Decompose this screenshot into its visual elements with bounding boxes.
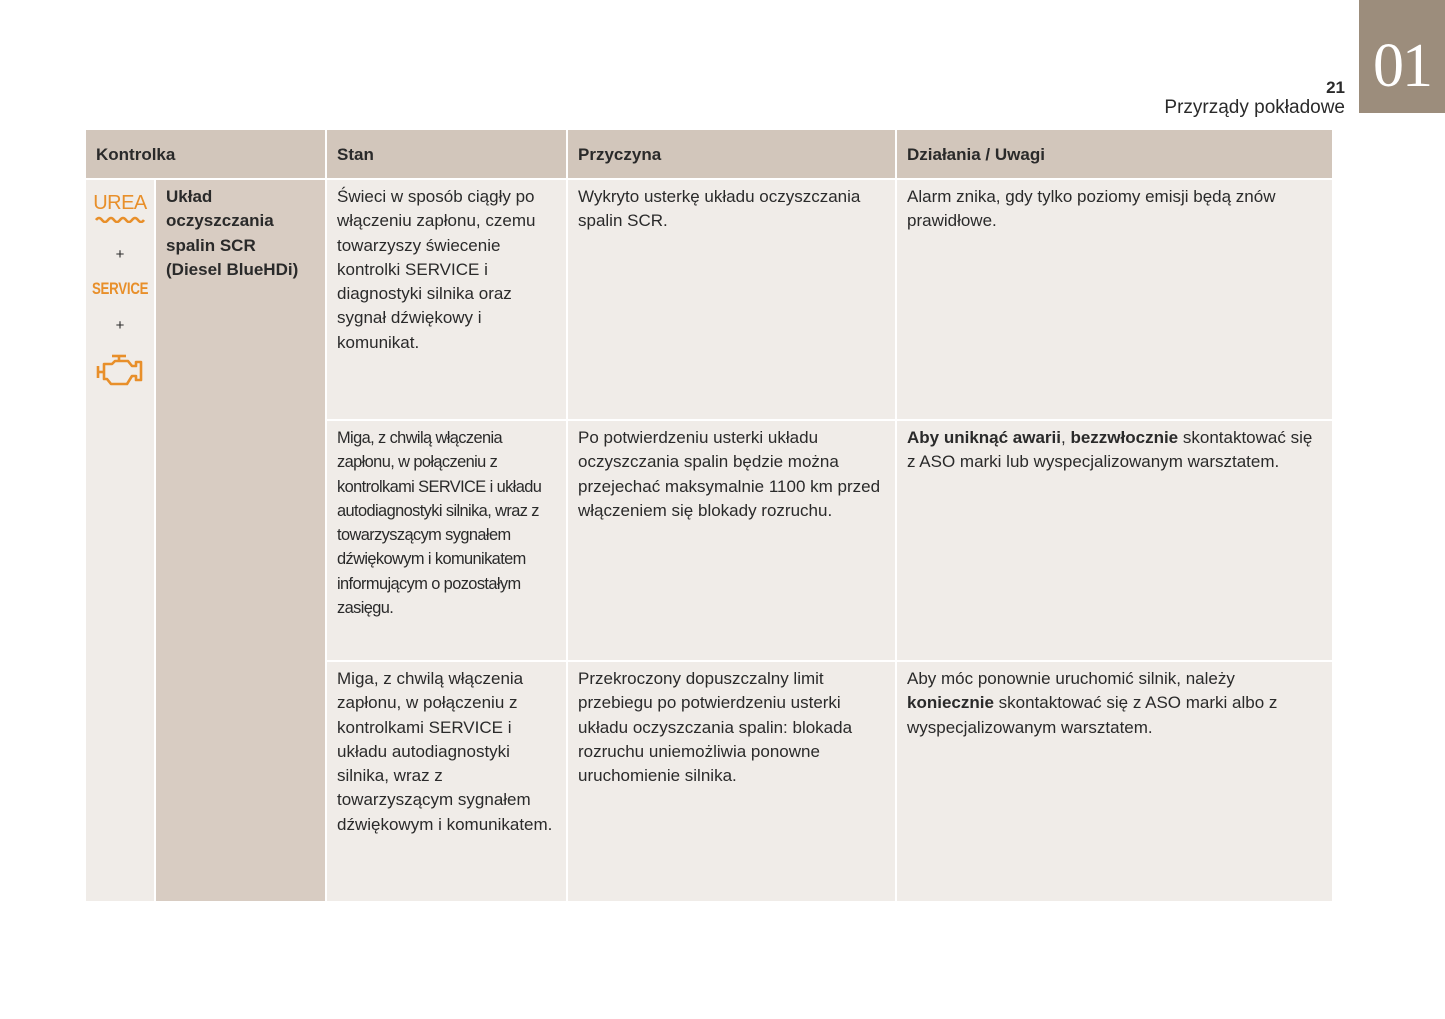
indicator-name: Układ oczyszczania spalin SCR (Diesel BlueHDi) — [166, 187, 299, 279]
urea-icon — [93, 193, 147, 223]
engine-icon — [95, 352, 145, 390]
row-2-stan-text: Miga, z chwilą włączenia zapłonu, w połączeniu z kontrolkami SERVICE i układu autodiagnostyki silnika, wraz z towarzyszącym sygnałem dźwiękowym i komunikatem informującym o pozostałym zasięgu. — [337, 429, 542, 618]
row-3-stan-text: Miga, z chwilą włączenia zapłonu, w połączeniu z kontrolkami SERVICE i układu autodiagnostyki silnika, wraz z towarzyszącym sygnałem dźwiękowym i komunikatem. — [337, 669, 553, 834]
indicator-name-cell — [156, 180, 325, 901]
row-3-przyczyna — [568, 662, 895, 901]
row-2-stan — [327, 421, 566, 660]
row-3-stan — [327, 662, 566, 901]
row-3-dzialania-rest: skontaktować się z ASO marki albo z wyspecjalizowanym warsztatem. — [907, 693, 1278, 737]
chapter-tab: 01 — [1359, 0, 1445, 113]
row-2-przyczyna — [568, 421, 895, 660]
row-3-dzialania-bold: koniecznie — [907, 693, 994, 713]
plus-sign: + — [115, 246, 125, 263]
row-2-przyczyna-text: Po potwierdzeniu usterki układu oczyszczania spalin będzie można przejechać maksymalnie 1100 km przed włączeniem się blokady rozruchu. — [578, 428, 881, 520]
row-1-dzialania — [897, 180, 1332, 419]
header-stan: Stan — [327, 130, 566, 178]
row-1-przyczyna-text: Wykryto usterkę układu oczyszczania spalin SCR. — [578, 187, 861, 231]
header-przyczyna: Przyczyna — [568, 130, 895, 178]
urea-label: UREA — [93, 192, 147, 214]
row-1-przyczyna — [568, 180, 895, 419]
header-kontrolka: Kontrolka — [86, 130, 325, 178]
row-2-dzialania-sep: , — [1061, 428, 1071, 447]
row-3-dzialania-pre: Aby móc ponownie uruchomić silnik, należy — [907, 669, 1235, 688]
page-number: 21 — [1326, 78, 1345, 97]
header-dzialania: Działania / Uwagi — [897, 130, 1332, 178]
row-3-dzialania — [897, 662, 1332, 901]
row-2-dzialania-bold-1: Aby uniknąć awarii — [907, 428, 1061, 447]
row-1-stan — [327, 180, 566, 419]
plus-sign: + — [115, 317, 125, 334]
service-icon: SERVICE — [91, 279, 149, 298]
row-2-dzialania-bold-2: bezzwłocznie — [1070, 428, 1179, 447]
row-2-dzialania-text — [907, 426, 1323, 475]
indicator-icons-cell — [86, 180, 154, 901]
urea-wave-icon — [95, 215, 145, 223]
row-3-dzialania-text — [907, 667, 1323, 740]
row-3-przyczyna-text: Przekroczony dopuszczalny limit przebiegu po potwierdzeniu usterki układu oczyszczania spalin: blokada rozruchu uniemożliwia ponowne uruchomienie silnika. — [578, 669, 853, 786]
section-title: Przyrządy pokładowe — [1164, 97, 1345, 118]
row-2-dzialania — [897, 421, 1332, 660]
row-1-stan-text: Świeci w sposób ciągły po włączeniu zapłonu, czemu towarzyszy świecenie kontrolki SERVICE i diagnostyki silnika oraz sygnał dźwiękowy i komunikat. — [337, 187, 536, 352]
row-1-dzialania-text: Alarm znika, gdy tylko poziomy emisji będą znów prawidłowe. — [907, 187, 1276, 231]
row-2-dzialania-rest: skontaktować się z ASO marki lub wyspecjalizowanym warsztatem. — [907, 428, 1313, 472]
